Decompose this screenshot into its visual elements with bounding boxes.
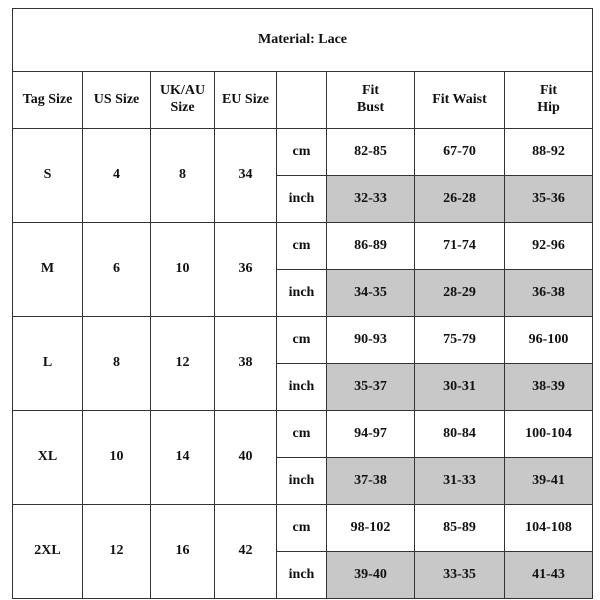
waist-inch-value: 30-31: [415, 364, 505, 411]
unit-inch-label: inch: [277, 176, 327, 223]
uk-au-size-cell: 14: [151, 411, 215, 505]
waist-inch-value: 26-28: [415, 176, 505, 223]
unit-cm-label: cm: [277, 505, 327, 552]
eu-size-cell: 36: [215, 223, 277, 317]
eu-size-cell: 42: [215, 505, 277, 599]
header-uk-au-line2: Size: [170, 100, 195, 115]
unit-inch-label: inch: [277, 458, 327, 505]
hip-cm-value: 92-96: [505, 223, 593, 270]
size-row-cm: [13, 505, 593, 552]
bust-inch-value: 39-40: [327, 552, 415, 599]
unit-inch-label: inch: [277, 552, 327, 599]
hip-inch-value: 35-36: [505, 176, 593, 223]
header-fit-hip: [505, 72, 593, 129]
header-fit-bust-line2: Bust: [356, 100, 385, 115]
eu-size-cell: 40: [215, 411, 277, 505]
unit-cm-label: cm: [277, 317, 327, 364]
unit-cm-label: cm: [277, 129, 327, 176]
unit-cm-label: cm: [277, 223, 327, 270]
size-row-cm: [13, 223, 593, 270]
tag-size-cell: L: [13, 317, 83, 411]
bust-cm-value: 86-89: [327, 223, 415, 270]
us-size-cell: 4: [83, 129, 151, 223]
waist-inch-value: 28-29: [415, 270, 505, 317]
unit-cm-label: cm: [277, 411, 327, 458]
hip-inch-value: 41-43: [505, 552, 593, 599]
tag-size-cell: XL: [13, 411, 83, 505]
header-uk-au-size: [151, 72, 215, 129]
us-size-cell: 8: [83, 317, 151, 411]
hip-inch-value: 39-41: [505, 458, 593, 505]
size-chart: [12, 8, 592, 592]
tag-size-cell: M: [13, 223, 83, 317]
tag-size-cell: S: [13, 129, 83, 223]
header-tag-size: Tag Size: [13, 72, 83, 129]
uk-au-size-cell: 8: [151, 129, 215, 223]
header-fit-waist: Fit Waist: [415, 72, 505, 129]
bust-inch-value: 34-35: [327, 270, 415, 317]
size-row-cm: [13, 129, 593, 176]
hip-cm-value: 88-92: [505, 129, 593, 176]
chart-title: Material: Lace: [13, 9, 593, 72]
bust-cm-value: 94-97: [327, 411, 415, 458]
header-unit: [277, 72, 327, 129]
header-fit-bust: [327, 72, 415, 129]
hip-inch-value: 36-38: [505, 270, 593, 317]
header-eu-size: EU Size: [215, 72, 277, 129]
size-row-cm: [13, 317, 593, 364]
eu-size-cell: 34: [215, 129, 277, 223]
hip-cm-value: 104-108: [505, 505, 593, 552]
bust-inch-value: 37-38: [327, 458, 415, 505]
unit-inch-label: inch: [277, 270, 327, 317]
header-us-size: US Size: [83, 72, 151, 129]
header-fit-hip-line1: Fit: [539, 83, 558, 99]
hip-cm-value: 96-100: [505, 317, 593, 364]
header-fit-hip-line2: Hip: [537, 100, 560, 115]
tag-size-cell: 2XL: [13, 505, 83, 599]
eu-size-cell: 38: [215, 317, 277, 411]
waist-cm-value: 67-70: [415, 129, 505, 176]
uk-au-size-cell: 12: [151, 317, 215, 411]
hip-cm-value: 100-104: [505, 411, 593, 458]
header-uk-au-line1: UK/AU: [159, 83, 206, 99]
waist-cm-value: 75-79: [415, 317, 505, 364]
bust-cm-value: 90-93: [327, 317, 415, 364]
bust-inch-value: 35-37: [327, 364, 415, 411]
uk-au-size-cell: 16: [151, 505, 215, 599]
waist-inch-value: 31-33: [415, 458, 505, 505]
waist-inch-value: 33-35: [415, 552, 505, 599]
us-size-cell: 6: [83, 223, 151, 317]
us-size-cell: 10: [83, 411, 151, 505]
hip-inch-value: 38-39: [505, 364, 593, 411]
uk-au-size-cell: 10: [151, 223, 215, 317]
unit-inch-label: inch: [277, 364, 327, 411]
bust-cm-value: 82-85: [327, 129, 415, 176]
us-size-cell: 12: [83, 505, 151, 599]
waist-cm-value: 71-74: [415, 223, 505, 270]
size-row-cm: [13, 411, 593, 458]
waist-cm-value: 85-89: [415, 505, 505, 552]
header-fit-bust-line1: Fit: [361, 83, 380, 99]
bust-inch-value: 32-33: [327, 176, 415, 223]
size-chart-table: [12, 8, 593, 599]
waist-cm-value: 80-84: [415, 411, 505, 458]
bust-cm-value: 98-102: [327, 505, 415, 552]
